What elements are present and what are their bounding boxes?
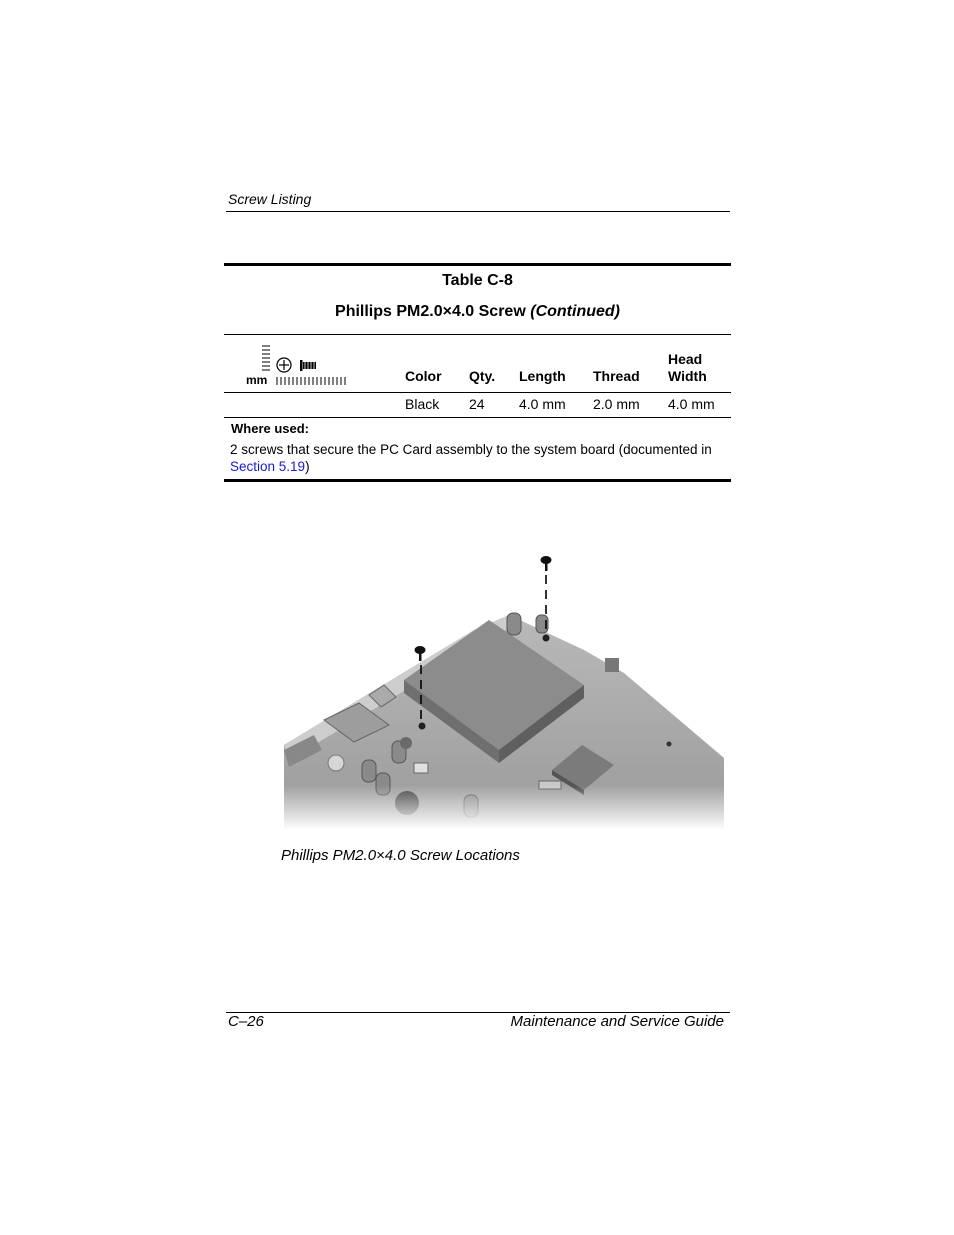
cell-qty: 24	[469, 396, 485, 412]
figure-caption: Phillips PM2.0×4.0 Screw Locations	[281, 847, 520, 864]
cell-color: Black	[405, 396, 440, 412]
section-link[interactable]: Section 5.19	[230, 459, 306, 474]
table-where-rule	[224, 417, 731, 418]
header-rule	[226, 211, 730, 212]
col-qty: Qty.	[469, 368, 496, 384]
table-bottom-rule	[224, 479, 731, 482]
table-subtitle-text: Phillips PM2.0×4.0 Screw	[335, 303, 526, 320]
col-length: Length	[519, 368, 566, 384]
where-used-body: 2 screws that secure the PC Card assembly to the system board (documented in	[230, 442, 712, 457]
ruler-unit-label: mm	[246, 373, 268, 387]
page-number: C–26	[228, 1013, 264, 1030]
table-title: Table C-8	[442, 272, 513, 289]
table-top-rule	[224, 263, 731, 266]
where-used-end: )	[305, 459, 310, 474]
where-used-text	[230, 441, 730, 475]
cell-head-width: 4.0 mm	[668, 396, 715, 412]
footer-title: Maintenance and Service Guide	[510, 1013, 724, 1030]
col-head-width-line1: Head	[668, 351, 703, 367]
table-header-rule	[224, 334, 731, 335]
table-row-rule	[224, 392, 731, 393]
table-subtitle	[224, 303, 731, 321]
cell-length: 4.0 mm	[519, 396, 566, 412]
running-header: Screw Listing	[228, 191, 312, 207]
screw-location-figure	[284, 545, 728, 830]
cell-thread: 2.0 mm	[593, 396, 640, 412]
table-subtitle-continued: (Continued)	[530, 303, 620, 320]
col-head-width-line2: Width	[668, 368, 707, 384]
col-color: Color	[405, 368, 442, 384]
where-used-title: Where used:	[231, 421, 310, 436]
col-thread: Thread	[593, 368, 640, 384]
